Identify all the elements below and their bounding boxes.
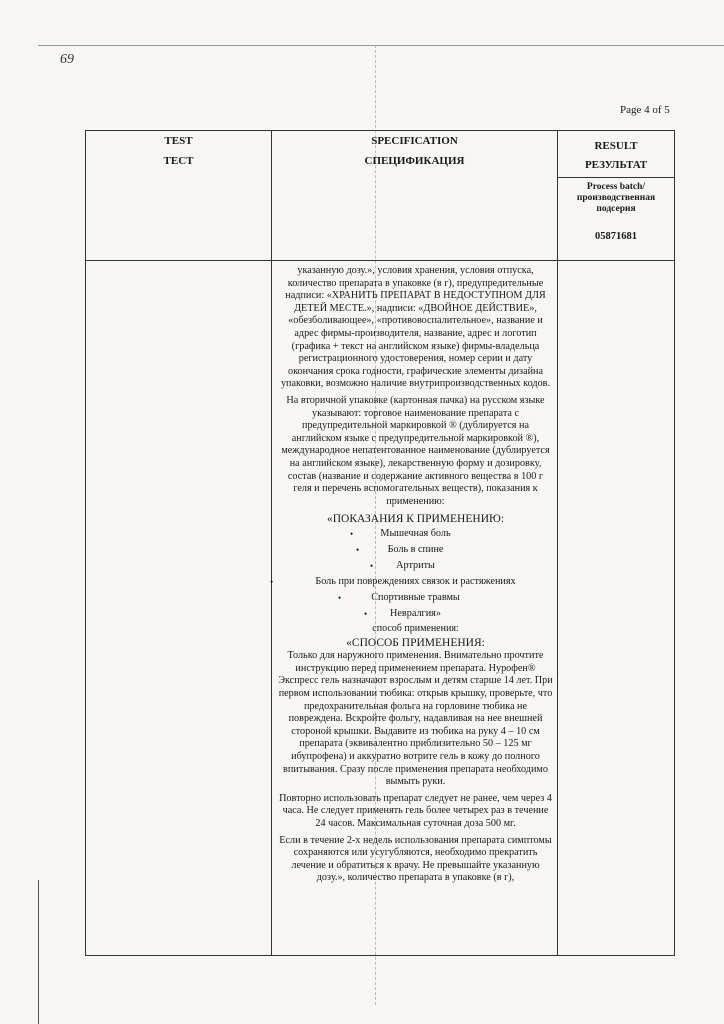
specification-table bbox=[85, 130, 675, 956]
method-heading: «СПОСОБ ПРИМЕНЕНИЯ: bbox=[346, 637, 485, 650]
specification-header bbox=[272, 131, 558, 261]
list-item: • Невралгия» bbox=[278, 606, 553, 622]
spec-header-ru: СПЕЦИФИКАЦИЯ bbox=[364, 155, 465, 167]
method-label: способ применения: bbox=[372, 623, 459, 635]
result-cell bbox=[558, 261, 675, 956]
batch-number: 05871681 bbox=[595, 231, 637, 242]
bullet-icon: • bbox=[356, 545, 360, 556]
spec-paragraph-5: Если в течение 2-х недель использования препарата симптомы сохраняются или усугубляются, необходимо прекратить лечение и обратиться к врачу. Не превышайте указанную дозу.», количество препарата в упаковке (в г), bbox=[279, 834, 552, 884]
specification-cell bbox=[272, 261, 558, 956]
spec-header-en: SPECIFICATION bbox=[371, 135, 458, 147]
bullet-icon: • bbox=[370, 561, 374, 572]
indications-list bbox=[270, 526, 553, 622]
list-item: • Боль при повреждениях связок и растяжениях bbox=[278, 574, 553, 590]
left-margin-rule bbox=[38, 880, 39, 1024]
spec-paragraph-1: указанную дозу.», условия хранения, условия отпуска, количество препарата в упаковке (в г), предупредительные надписи: «ХРАНИТЬ ПРЕПАРАТ В НЕДОСТУПНОМ ДЛЯ ДЕТЕЙ МЕСТЕ.», надписи: «ДВОЙНОЕ ДЕЙСТВИЕ», «обезболивающее», «противовоспалительное», название и адрес фирмы-производителя, название, адрес и логотип (графика + текст на английском языке) фирмы-владельца регистрационного удостоверения, номер серии и дату окончания срока годности, графические элементы дизайна упаковки, возможно наличие внутрипроизводственных кодов. bbox=[280, 265, 551, 390]
handwritten-mark: 69 bbox=[60, 52, 74, 67]
list-item: • Артриты bbox=[278, 558, 553, 574]
page-number: Page 4 of 5 bbox=[620, 104, 670, 116]
list-item: • Мышечная боль bbox=[278, 526, 553, 542]
test-header-ru: ТЕСТ bbox=[163, 155, 194, 167]
spec-paragraph-3: Только для наружного применения. Внимательно прочтите инструкцию перед применением препарата. Нурофен® Экспресс гель назначают взрослым и детям старше 14 лет. При первом использовании тюбика: открыв крышку, проверьте, что предохранительная фольга на горловине тюбика не повреждена. Вскройте фольгу, надавливая на нее внешней стороной крышки. Выдавите из тюбика на руку 4 – 10 см препарата (эквивалентно приблизительно 50 – 125 мг ибупрофена) и аккуратно вотрите гель в кожу до полного впитывания. Сразу после применения препарата необходимо вымыть руки. bbox=[278, 650, 553, 788]
spec-paragraph-4: Повторно использовать препарат следует не ранее, чем через 4 часа. Не следует применять гель более четырех раз в течение 24 часов. Максимальная суточная доза 500 мг. bbox=[279, 792, 552, 829]
result-header-ru: РЕЗУЛЬТАТ bbox=[584, 159, 648, 171]
process-batch-label: Process batch/ производственная подсерия bbox=[576, 182, 656, 214]
test-header bbox=[86, 131, 272, 261]
table-header-row bbox=[86, 131, 675, 261]
list-item: • Боль в спине bbox=[278, 542, 553, 558]
result-header bbox=[558, 131, 675, 261]
bullet-icon: • bbox=[350, 529, 354, 540]
indications-heading: «ПОКАЗАНИЯ К ПРИМЕНЕНИЮ: bbox=[326, 513, 505, 526]
top-rule bbox=[38, 45, 724, 46]
bullet-icon: • bbox=[338, 593, 342, 604]
test-cell bbox=[86, 261, 272, 956]
result-header-en: RESULT bbox=[594, 140, 638, 152]
bullet-icon: • bbox=[270, 577, 274, 588]
test-header-en: TEST bbox=[164, 135, 193, 147]
table-body-row bbox=[86, 261, 675, 956]
bullet-icon: • bbox=[364, 609, 368, 620]
spec-paragraph-2: На вторичной упаковке (картонная пачка) на русском языке указывают: торговое наименование препарата с предупредительной маркировкой ® (дублируется на английском языке с предупредительной маркировкой ®), международное непатентованное наименование (дублируется на английском языке), лекарственную форму и дозировку, состав (название и содержание активного вещества в 100 г геля и перечень вспомогательных веществ), показания к применению: bbox=[281, 394, 550, 507]
list-item: • Спортивные травмы bbox=[278, 590, 553, 606]
